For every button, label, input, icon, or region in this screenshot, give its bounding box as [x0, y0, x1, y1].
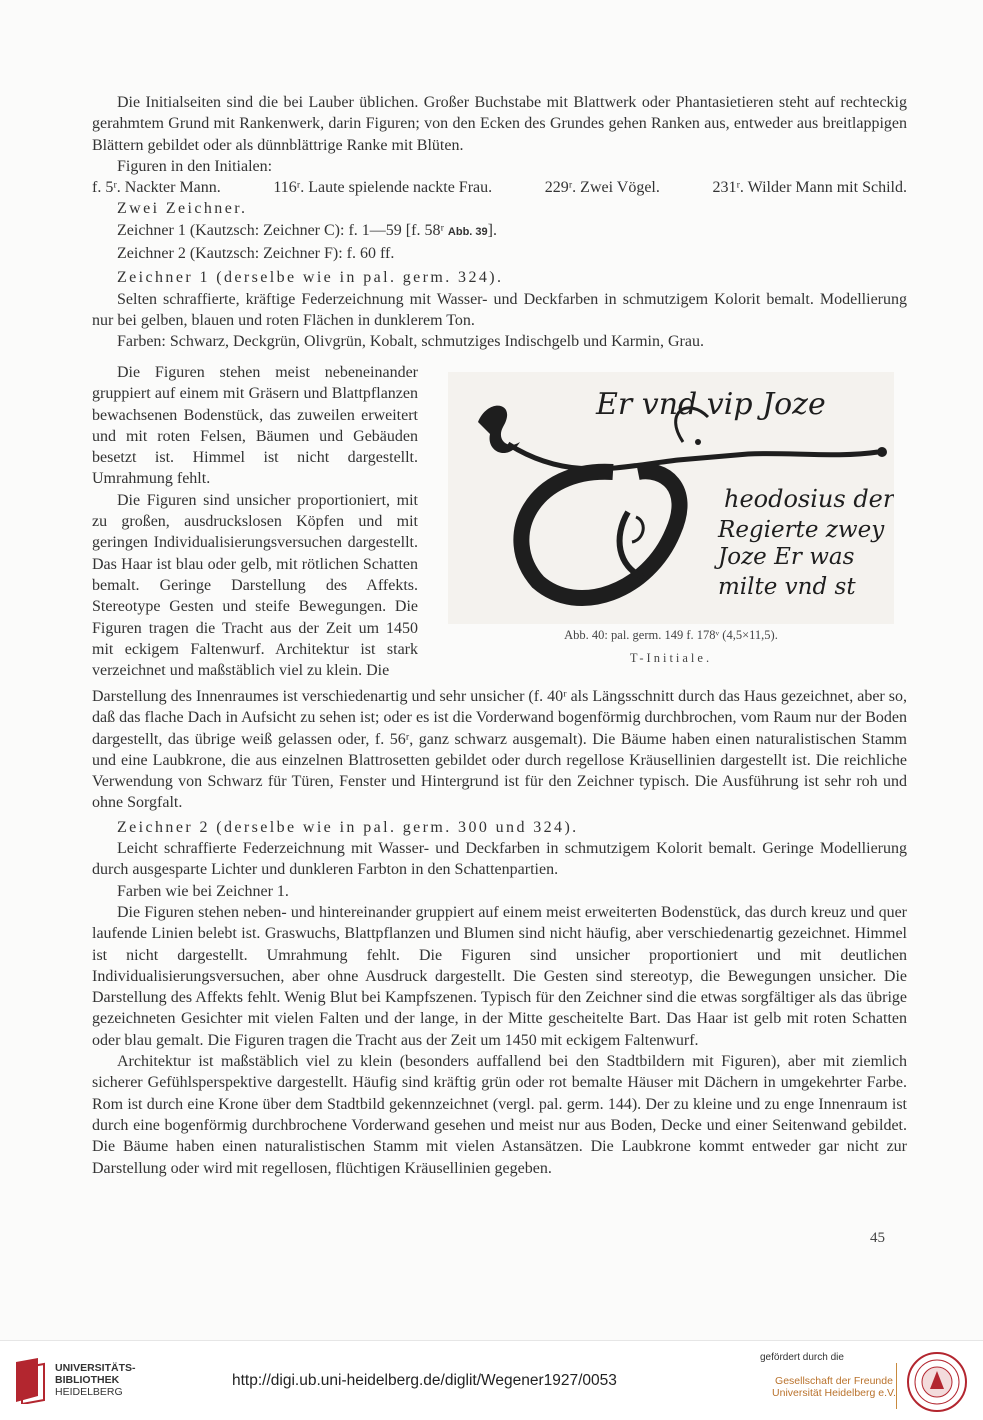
- text-column-wrapped: [92, 362, 418, 681]
- svg-text:Joze Er was: Joze Er was: [718, 544, 855, 570]
- sponsor-name-link[interactable]: Gesellschaft der Freunde Universität Heidelberg e.V.: [772, 1375, 896, 1399]
- figure-item: 229ʳ. Zwei Vögel.: [544, 179, 660, 197]
- figure-item: 231ʳ. Wilder Mann mit Schild.: [712, 179, 907, 197]
- document-url-link[interactable]: http://digi.ub.uni-heidelberg.de/diglit/Wegener1927/0053: [232, 1372, 617, 1389]
- illustration-t-initial: [448, 372, 894, 624]
- paragraph-figures-2: Die Figuren stehen neben- und hintereinander gruppiert auf einem meist erweiterten Bodenstück, das durch kreuz und quer laufende Linien belebt ist. Graswuchs, Blattpflanzen und Blumen sind nicht häufig, aber verschiedenartig gezeichnet. Himmel ist nicht dargestellt. Umrahmung fehlt. Die Figuren sind unsicher proportioniert und mit deutlichen Individualisierungsversuchen, aber ohne Ausdruck dargestellt. Die Gesten sind stereotyp, die Bewegungen unsicher. Die Darstellung des Affekts fehlt. Wenig Blut bei Kampfszenen. Typisch für den Zeichner sind die etwas sorgfältiger als das übrige gezeichneten Gesichter mit vielen Falten und der lange, in der Mitte gescheitelte Bart. Das Haar ist gelb mit roten Schatten oder blau gemalt. Die Figuren tragen die Tracht aus der Zeit um 1450 mit eckigem Faltenwurf.: [92, 903, 907, 1049]
- paragraph-draftsman-1: Zeichner 1 (Kautzsch: Zeichner C): f. 1—59 [f. 58ʳ Abb. 39].: [117, 221, 497, 239]
- heading-draftsman-2: Zeichner 2 (derselbe wie in pal. germ. 300 und 324).: [117, 818, 579, 836]
- text-block-bottom: [92, 686, 907, 1179]
- library-name[interactable]: UNIVERSITÄTS- BIBLIOTHEK HEIDELBERG: [55, 1362, 136, 1398]
- university-seal-icon[interactable]: [906, 1351, 968, 1413]
- sponsor-divider: [896, 1363, 897, 1409]
- heading-two-draftsmen: Zwei Zeichner.: [117, 200, 248, 218]
- text-block-top: [92, 92, 907, 353]
- page-number: 45: [870, 1230, 885, 1246]
- svg-text:heodosius der: heodosius der: [724, 485, 894, 513]
- heading-draftsman-1: Zeichner 1 (derselbe wie in pal. germ. 324).: [117, 269, 504, 287]
- paragraph-figures-ground: Die Figuren stehen meist nebeneinander gruppiert auf einem mit Gräsern und Blattpflanzen bewachsenen Bodenstück, das zuweilen erweitert und mit roten Felsen, Bäumen und Gebäuden besetzt ist. Himmel ist nicht dargestellt. Umrahmung fehlt.: [92, 364, 418, 488]
- figure-reference: Abb. 39: [447, 225, 488, 238]
- svg-text:Er vnd vip Joze: Er vnd vip Joze: [596, 387, 826, 422]
- svg-text:milte vnd st: milte vnd st: [718, 574, 856, 600]
- paragraph-initials: Die Initialseiten sind die bei Lauber üblichen. Großer Buchstabe mit Blattwerk oder Phantasietieren steht auf rechteckig gerahmtem Grund mit Rankenwerk, darin Figuren; von den Ecken des Grundes gehen Ranken aus, entweder aus breitlappigen Blättern gebildet oder als dünnblättrige Ranke mit Blüten.: [92, 94, 907, 154]
- paragraph-colors-1: Farben: Schwarz, Deckgrün, Olivgrün, Kobalt, schmutziges Indischgelb und Karmin, Grau.: [117, 333, 704, 351]
- figure-item: 116ʳ. Laute spielende nackte Frau.: [273, 179, 493, 197]
- figure-item: f. 5ʳ. Nackter Mann.: [92, 179, 221, 197]
- figures-list: [92, 177, 907, 198]
- footer-bar: [0, 1340, 983, 1420]
- paragraph-technique-1: Selten schraffierte, kräftige Federzeichnung mit Wasser- und Deckfarben in schmutzigem Kolorit bemalt. Modellierung nur bei gelben, blauen und roten Flächen in dunklerem Ton.: [92, 290, 907, 329]
- initial-drawing: [448, 372, 894, 624]
- paragraph-interior: Darstellung des Innenraumes ist verschiedenartig und sehr unsicher (f. 40ʳ als Längsschnitt durch das Haus gezeichnet, aber so, daß das flache Dach in Aufsicht zu sehen ist; oder es ist die Vorderwand bogenförmig durchbrochen, vom Raum nur der Boden dargestellt, das übrige weiß gelassen oder, f. 56ʳ, ganz schwarz ausgemalt). Die Bäume haben einen naturalistischen Stamm und eine Laubkrone, die aus einzelnen Blattrosetten gebildet oder durch regellose Kräusellinien dargestellt ist. Die reichliche Verwendung von Schwarz für Türen, Fenster und Hintergrund ist für den Zeichner typisch. Die Ausführung ist sehr roh und ohne Sorgfalt.: [92, 688, 907, 812]
- paragraph-technique-2: Leicht schraffierte Federzeichnung mit Wasser- und Deckfarben in schmutzigem Kolorit bemalt. Geringe Modellierung durch ausgesparte Lichter und dunkleren Farbton in den Schattenpartien.: [92, 840, 907, 879]
- paragraph-figures-proportion: Die Figuren sind unsicher proportioniert, mit zu großen, ausdruckslosen Köpfen und mit geringen Individualisierungsversuchen dargestellt. Das Haar ist blau oder gelb, mit rötlichen Schatten bemalt. Geringe Darstellung des Affekts. Stereotype Gesten und steife Bewegungen. Die Figuren tragen die Tracht aus der Zeit um 1450 mit eckigem Faltenwurf. Architektur ist stark verzeichnet und maßstäblich viel zu klein. Die: [92, 491, 418, 680]
- figure-caption: Abb. 40: pal. germ. 149 f. 178ᵛ (4,5×11,5).: [564, 628, 778, 642]
- svg-text:Regierte zwey: Regierte zwey: [718, 517, 885, 543]
- paragraph-draftsman-2: Zeichner 2 (Kautzsch: Zeichner F): f. 60 ff.: [117, 245, 395, 263]
- paragraph-figures-heading: Figuren in den Initialen:: [117, 157, 273, 175]
- sponsor-label: gefördert durch die: [760, 1352, 844, 1363]
- paragraph-architecture: Architektur ist maßstäblich viel zu klein (besonders auffallend bei den Stadtbildern mit Figuren), aber mit ziemlich sicherer Gefühlsperspektive dargestellt. Häufig sind kräftig grün oder rot bemalte Häuser mit Dächern in umgekehrter Farbe. Rom ist durch eine Krone über dem Stadtbild gekennzeichnet (vergl. pal. germ. 144). Der zu kleine und zu enge Innenraum ist durch eine bogenförmig durchbrochene Vorderwand gesehen und meist nur aus Boden, Decke und einer Seitenwand gebildet. Die Bäume haben einen naturalistischen Stamm mit vielen Astansätzen. Die Laubkrone kommt entweder gar nicht zur Darstellung oder wird mit regellosen, flüchtigen Kräusellinien gegeben.: [92, 1053, 907, 1177]
- library-logo-icon[interactable]: [14, 1356, 48, 1404]
- figure-subcaption: T-Initiale.: [629, 651, 713, 665]
- paragraph-colors-2: Farben wie bei Zeichner 1.: [117, 882, 289, 900]
